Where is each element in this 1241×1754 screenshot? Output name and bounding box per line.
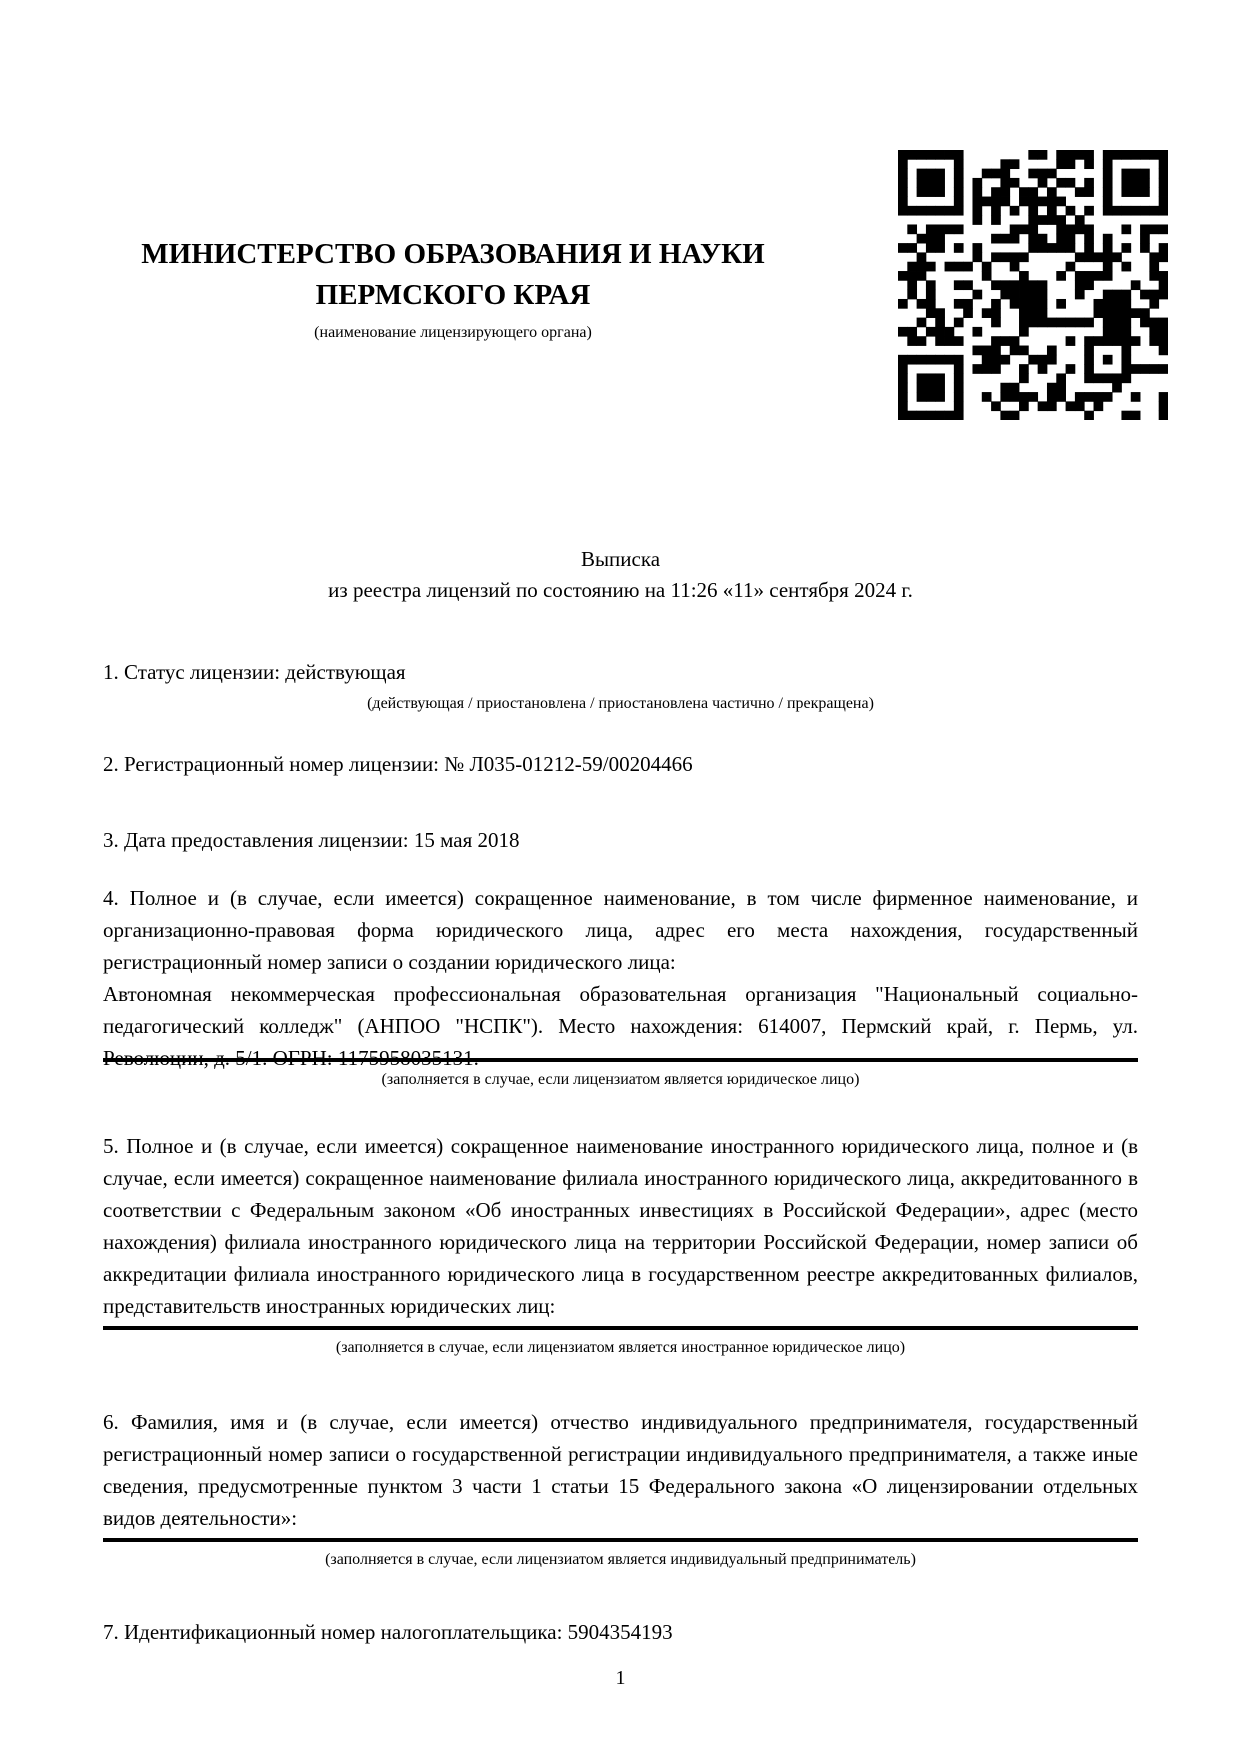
licensing-authority-block: [103, 234, 803, 342]
individual-entrepreneur-caption: (заполняется в случае, если лицензиатом является индивидуальный предприниматель): [325, 1551, 916, 1568]
item-legal-entity-value: Автономная некоммерческая профессиональная образовательная организация "Национальный социально-педагогический колледж" (АНПОО "НСПК"). Место нахождения: 614007, Пермский край, г. Пермь, ул. Революции, д. 5/1. ОГРН: 1175958035131.: [103, 982, 1138, 1070]
qr-code-svg: [898, 150, 1168, 420]
qr-code-icon: [898, 150, 1168, 420]
document-title-line1: Выписка: [580, 547, 661, 571]
ministry-caption: (наименование лицензирующего органа): [314, 324, 592, 342]
item-registration-number: 2. Регистрационный номер лицензии: № Л035-01212-59/00204466: [103, 752, 693, 776]
foreign-entity-caption: (заполняется в случае, если лицензиатом является иностранное юридическое лицо): [335, 1339, 906, 1356]
item-license-status-caption: (действующая / приостановлена / приостановлена частично / прекращена): [367, 695, 874, 712]
legal-entity-caption: (заполняется в случае, если лицензиатом является юридическое лицо): [381, 1071, 860, 1088]
ministry-name: [103, 234, 803, 316]
item-taxpayer-number: 7. Идентификационный номер налогоплательщика: 5904354193: [103, 1620, 673, 1644]
item-individual-entrepreneur: 6. Фамилия, имя и (в случае, если имеется) отчество индивидуального предпринимателя, государственный регистрационный номер записи о государственной регистрации индивидуального предпринимателя, а также иные сведения, предусмотренные пунктом 3 части 1 статьи 15 Федерального закона «О лицензировании отдельных видов деятельности»:: [103, 1410, 1138, 1530]
ministry-name-line1: МИНИСТЕРСТВО ОБРАЗОВАНИЯ И НАУКИ: [141, 238, 765, 270]
document-header: [0, 0, 1241, 420]
document-title-line2: из реестра лицензий по состоянию на 11:26 «11» сентября 2024 г.: [328, 578, 913, 602]
fill-in-rule-foreign-entity: [103, 1326, 1138, 1330]
item-legal-entity-intro: 4. Полное и (в случае, если имеется) сокращенное наименование, в том числе фирменное наименование, и организационно-правовая форма юридического лица, адрес его места нахождения, государственный регистрационный номер записи о создании юридического лица:: [103, 886, 1138, 974]
document-body: [0, 656, 1241, 1694]
document-title: [0, 544, 1241, 606]
ministry-name-line2: ПЕРМСКОГО КРАЯ: [315, 279, 591, 312]
fill-in-rule-individual-entrepreneur: [103, 1538, 1138, 1542]
item-license-date: 3. Дата предоставления лицензии: 15 мая 2018: [103, 828, 520, 852]
page-number: 1: [615, 1667, 626, 1689]
item-license-status: 1. Статус лицензии: действующая: [103, 660, 406, 684]
item-foreign-entity: 5. Полное и (в случае, если имеется) сокращенное наименование иностранного юридического лица, полное и (в случае, если имеется) сокращенное наименование филиала иностранного юридического лица, аккредитованного в соответствии с Федеральным законом «Об иностранных инвестициях в Российской Федерации», адрес (место нахождения) филиала иностранного юридического лица на территории Российской Федерации, номер записи об аккредитации филиала иностранного юридического лица в государственном реестре аккредитованных филиалов, представительств иностранных юридических лиц:: [103, 1134, 1138, 1318]
